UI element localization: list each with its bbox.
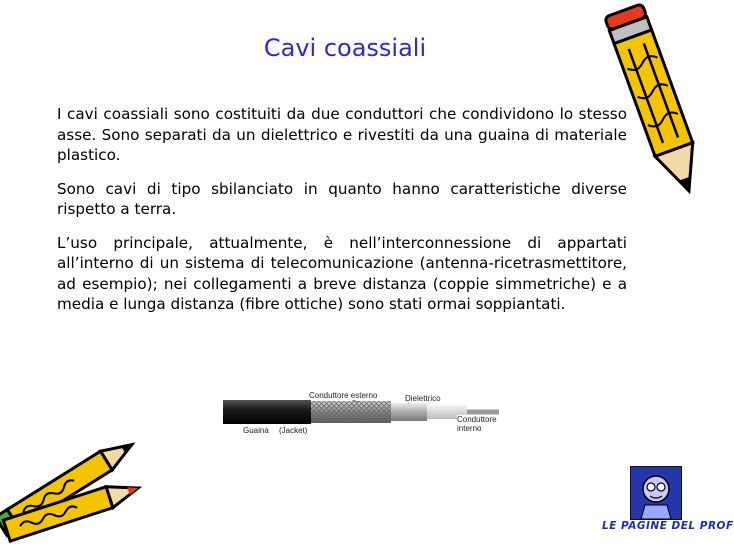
slide-title: Cavi coassiali	[263, 34, 427, 62]
coaxial-cable-image	[219, 386, 505, 442]
paragraph-2: Sono cavi di tipo sbilanciato in quanto hanno caratteristiche diverse rispetto a terra.	[57, 179, 627, 218]
pencil-icon	[598, 0, 720, 200]
label-outer-conductor: Conduttore esterno	[309, 391, 378, 400]
pencils-icon	[0, 430, 160, 540]
label-dielectric: Dielettrico	[405, 394, 441, 403]
logo-caption: LE PAGINE DEL PROF	[602, 520, 734, 532]
paragraph-3: L’uso principale, attualmente, è nell’interconnessione di appartati all’interno di un sistema di telecomunicazione (antenna-ricetrasmettitore, ad esempio); nei collegamenti a breve distanza (coppie simmetriche) e a media e lunga distanza (fibre ottiche) sono stati ormai soppiantati.	[57, 233, 627, 313]
paragraph-1: I cavi coassiali sono costituiti da due conduttori che condividono lo stesso asse. Sono separati da un dielettrico e rivestiti da una guaina di materiale plastico.	[57, 105, 627, 164]
label-sheath: Guaina	[243, 426, 269, 435]
label-inner-conductor-2: interno	[457, 424, 482, 433]
professor-logo-icon	[630, 466, 682, 520]
label-jacket: (Jacket)	[279, 426, 308, 435]
slide-body	[57, 104, 627, 328]
label-inner-conductor-1: Conduttore	[457, 415, 497, 424]
